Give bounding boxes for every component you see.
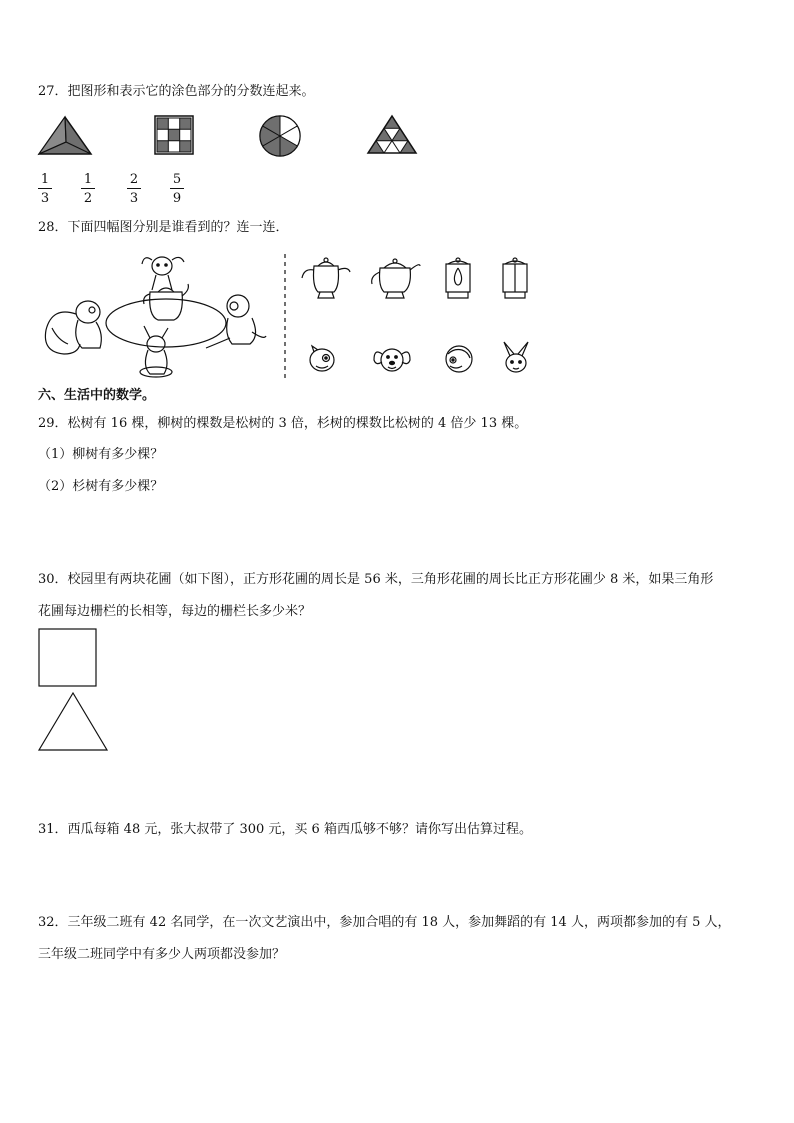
section-6-title: 六、生活中的数学。 — [38, 388, 156, 403]
fraction-4-denominator: 9 — [172, 191, 182, 206]
fraction-3[interactable] — [127, 172, 141, 206]
question-32-line-1: 32．三年级二班有 42 名同学，在一次文艺演出中，参加合唱的有 18 人，参加舞蹈的有 14 人，两项都参加的有 5 人， — [38, 915, 731, 930]
question-27-text: 27．把图形和表示它的涂色部分的分数连起来。 — [38, 84, 315, 99]
teapot-view-4 — [497, 256, 533, 300]
question-29-sub-2: （2）杉树有多少棵？ — [38, 479, 164, 494]
squirrel-head-icon — [306, 344, 338, 374]
fraction-4[interactable] — [170, 172, 184, 206]
fraction-3-denominator: 3 — [129, 191, 139, 206]
rabbit-head-icon — [500, 340, 532, 376]
fraction-2-denominator: 2 — [83, 191, 93, 206]
teapot-view-2 — [368, 256, 422, 300]
circle-sixths-figure — [258, 114, 302, 158]
triangle-thirds-figure — [38, 116, 92, 156]
question-29-sub-1: （1）柳树有多少棵？ — [38, 447, 164, 462]
fraction-3-numerator: 2 — [129, 172, 139, 187]
table-scene-illustration — [38, 248, 270, 382]
square-flowerbed-figure — [38, 628, 98, 688]
dog-head-icon — [372, 342, 412, 376]
fraction-2-numerator: 1 — [83, 172, 93, 187]
question-30-line-2: 花圃每边栅栏的长相等，每边的栅栏长多少米？ — [38, 604, 312, 619]
fraction-4-numerator: 5 — [172, 172, 182, 187]
fraction-bar — [38, 188, 52, 189]
monkey-head-icon — [442, 342, 476, 376]
teapot-view-3 — [440, 256, 476, 300]
question-32-line-2: 三年级二班同学中有多少人两项都没参加？ — [38, 947, 286, 962]
teapot-view-1 — [300, 256, 352, 300]
question-30-line-1: 30．校园里有两块花圃（如下图），正方形花圃的周长是 56 米，三角形花圃的周长比正方形花圃少 8 米，如果三角形 — [38, 572, 714, 587]
fraction-2[interactable] — [81, 172, 95, 206]
triangle-ninths-figure — [367, 115, 417, 155]
question-31-text: 31．西瓜每箱 48 元，张大叔带了 300 元，买 6 箱西瓜够不够？请你写出估算过程。 — [38, 822, 532, 837]
fraction-1-denominator: 3 — [40, 191, 50, 206]
fraction-1[interactable] — [38, 172, 52, 206]
fraction-1-numerator: 1 — [40, 172, 50, 187]
dashed-divider — [283, 254, 287, 378]
fraction-bar — [170, 188, 184, 189]
triangle-flowerbed-figure — [38, 692, 110, 752]
question-29-text: 29．松树有 16 棵，柳树的棵数是松树的 3 倍，杉树的棵数比松树的 4 倍少 13 棵。 — [38, 416, 528, 431]
question-28-text: 28．下面四幅图分别是谁看到的？连一连． — [38, 220, 289, 235]
fraction-bar — [81, 188, 95, 189]
fraction-bar — [127, 188, 141, 189]
grid-checker-figure — [154, 115, 194, 155]
